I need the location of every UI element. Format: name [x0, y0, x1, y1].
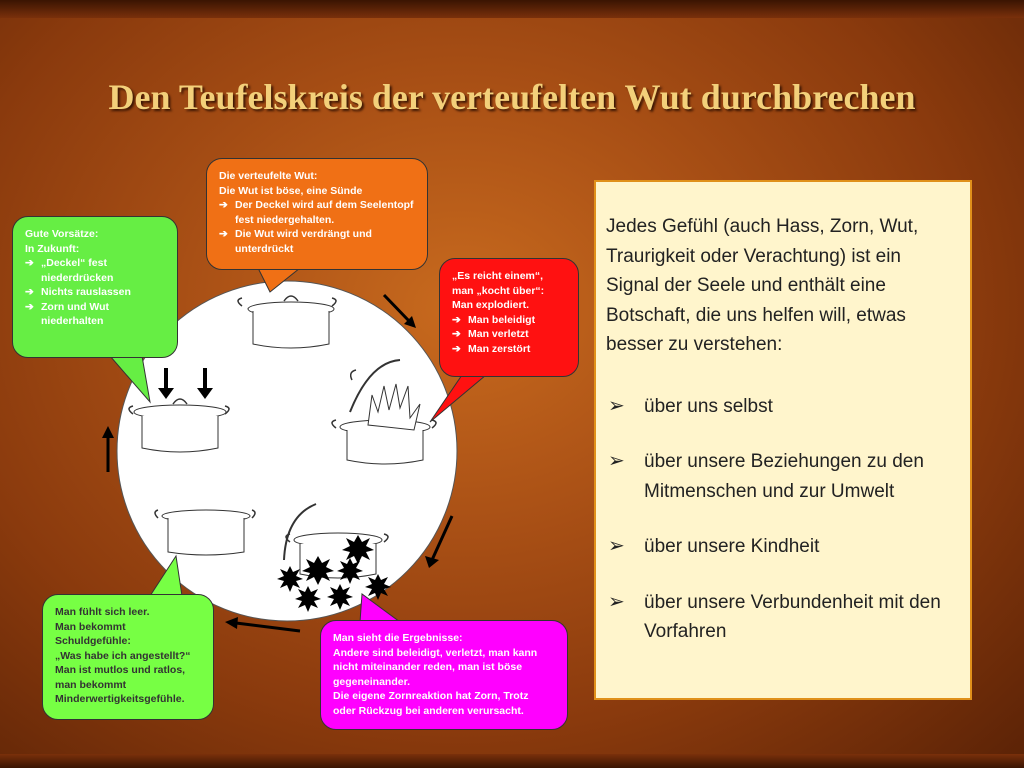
panel-item: ➢ über unsere Beziehungen zu den Mitmenschen und zur Umwelt	[606, 447, 958, 506]
panel-intro: Jedes Gefühl (auch Hass, Zorn, Wut, Traurigkeit oder Verachtung) ist ein Signal der Seele und enthält eine Botschaft, die uns helfen will, etwas besser zu verstehen:	[606, 216, 919, 355]
slide-title: Den Teufelskreis der verteufelten Wut durchbrechen	[108, 77, 916, 117]
bubble-leer-schuldgefuehle	[42, 594, 214, 720]
bubble-line: oder Rückzug bei anderen verursacht.	[333, 704, 524, 717]
panel-item: ➢ über unsere Kindheit	[606, 532, 958, 562]
bubble-bullet: ➔ Man verletzt	[452, 327, 566, 342]
bubble-line: In Zukunft:	[25, 242, 80, 255]
cycle-arrow-left	[102, 426, 114, 472]
bubble-line: Man sieht die Ergebnisse:	[333, 632, 463, 644]
bubble-verteufelte-wut	[206, 158, 428, 270]
panel-item: ➢ über uns selbst	[606, 392, 958, 422]
bubble-line: Schuldgefühle:	[55, 635, 131, 647]
panel-item: ➢ über unsere Verbundenheit mit den Vorfahren	[606, 588, 958, 647]
bubble-line: Man bekommt	[55, 620, 126, 633]
bubble-bullet: ➔ Die Wut wird verdrängt und unterdrückt	[219, 227, 415, 256]
bubble-line: „Es reicht einem“,	[452, 270, 544, 282]
bubble-line: Minderwertigkeitsgefühle.	[55, 693, 185, 705]
bubble-line: Man ist mutlos und ratlos,	[55, 664, 186, 676]
bubble-bullet: ➔ Zorn und Wut niederhalten	[25, 300, 165, 329]
bubble-line: man „kocht über“:	[452, 284, 545, 297]
tail-magenta	[360, 594, 400, 622]
bubble-line: Andere sind beleidigt, verletzt, man kann	[333, 646, 538, 659]
bubble-bullet: ➔ Nichts rauslassen	[25, 285, 165, 300]
bubble-line: man bekommt	[55, 678, 127, 691]
bubble-line: Die Wut ist böse, eine Sünde	[219, 184, 363, 197]
bubble-line: Man fühlt sich leer.	[55, 606, 150, 618]
bubble-line: Die eigene Zornreaktion hat Zorn, Trotz	[333, 690, 529, 702]
bubble-line: Man explodiert.	[452, 299, 530, 311]
bubble-bullet: ➔ Der Deckel wird auf dem Seelentopf fest niedergehalten.	[219, 198, 415, 227]
bubble-bullet: ➔ Man zerstört	[452, 342, 566, 357]
bubble-line: Gute Vorsätze:	[25, 228, 99, 240]
bubble-ergebnisse	[320, 620, 568, 730]
bubble-bullet: ➔ „Deckel“ fest niederdrücken	[25, 256, 165, 285]
bubble-line: „Was habe ich angestellt?“	[55, 649, 191, 662]
bubble-line: gegeneinander.	[333, 675, 411, 688]
bubble-gute-vorsaetze	[12, 216, 178, 358]
bubble-line: nicht miteinander reden, man ist böse	[333, 661, 523, 673]
bubble-explodiert	[439, 258, 579, 377]
pot-icon-bottom-left	[155, 510, 255, 555]
info-panel	[594, 180, 972, 700]
bubble-bullet: ➔ Man beleidigt	[452, 313, 566, 328]
bubble-line: Die verteufelte Wut:	[219, 170, 318, 182]
